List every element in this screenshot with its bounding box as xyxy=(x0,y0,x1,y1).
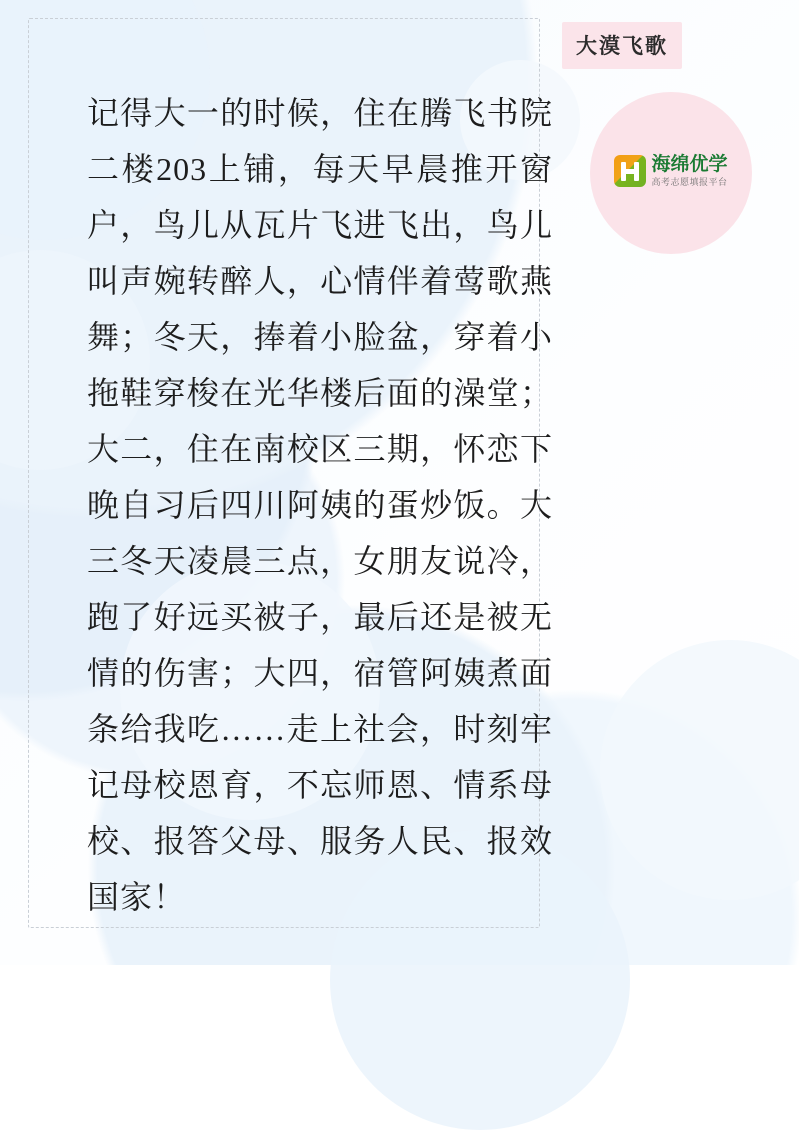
article-card xyxy=(28,18,553,928)
logo-badge xyxy=(590,92,752,254)
logo-text xyxy=(651,155,727,187)
logo-mark-icon xyxy=(614,155,646,187)
logo-subtitle: 高考志愿填报平台 xyxy=(651,177,728,187)
sidebar xyxy=(556,0,799,965)
logo xyxy=(614,155,727,187)
logo-title: 海绵优学 xyxy=(651,154,728,175)
author-tag: 大漠飞歌 xyxy=(562,22,682,69)
article-body-text: 记得大一的时候，住在腾飞书院二楼203上铺，每天早晨推开窗户，鸟儿从瓦片飞进飞出，鸟儿叫声婉转醉人，心情伴着莺歌燕舞；冬天，捧着小脸盆，穿着小拖鞋穿梭在光华楼后面的澡堂；大二，住在南校区三期，怀恋下晚自习后四川阿姨的蛋炒饭。大三冬天凌晨三点，女朋友说冷，跑了好远买被子，最后还是被无情的伤害；大四，宿管阿姨煮面条给我吃……走上社会，时刻牢记母校恩育，不忘师恩、情系母校、报答父母、服务人民、报效国家！ xyxy=(87,95,553,915)
